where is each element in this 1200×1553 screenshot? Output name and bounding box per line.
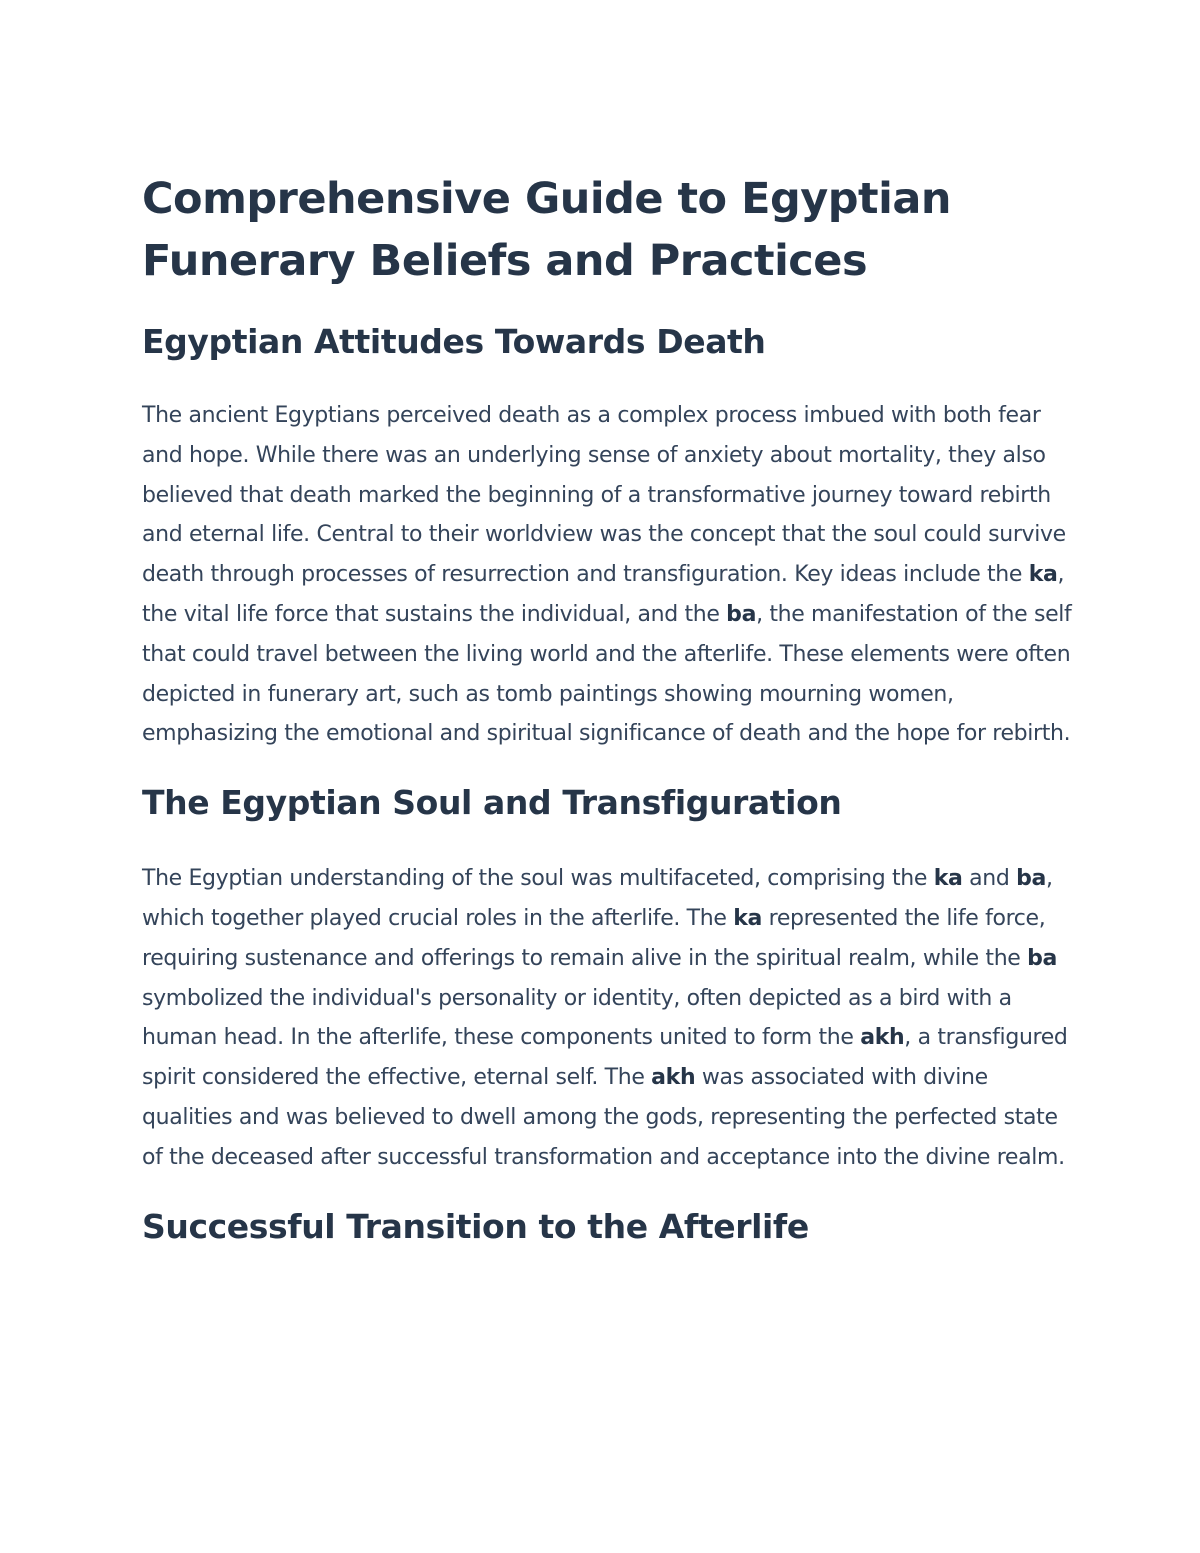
section-heading-soul-and-transfiguration: The Egyptian Soul and Transfiguration bbox=[142, 783, 842, 823]
section-heading-transition-to-afterlife: Successful Transition to the Afterlife bbox=[142, 1206, 809, 1246]
term-akh: akh bbox=[860, 1025, 905, 1051]
document-page bbox=[142, 168, 1072, 1249]
term-ba: ba bbox=[726, 601, 757, 627]
term-akh: akh bbox=[651, 1065, 696, 1091]
document-title: Comprehensive Guide to Egyptian Funerary Beliefs and Practices bbox=[142, 174, 951, 286]
term-ba: ba bbox=[1016, 866, 1047, 892]
term-ba: ba bbox=[1027, 945, 1058, 971]
term-ka: ka bbox=[1028, 562, 1058, 588]
section-paragraph-soul-and-transfiguration: The Egyptian understanding of the soul was multifaceted, comprising the ka and ba, which together played crucial roles in the afterlife. The ka represented the life force, requiring sustenance and offerings to remain alive in the spiritual realm, while the ba symbolized the individual's personality or identity, often depicted as a bird with a human head. In the afterlife, these components united to form the akh, a transfigured spirit considered the effective, eternal self. The akh was associated with divine qualities and was believed to dwell among the gods, representing the perfected state of the deceased after successful transformation and acceptance into the divine realm. bbox=[142, 866, 1068, 1170]
section-paragraph-attitudes-towards-death: The ancient Egyptians perceived death as a complex process imbued with both fear and hope. While there was an underlying sense of anxiety about mortality, they also believed that death marked the beginning of a transformative journey toward rebirth and eternal life. Central to their worldview was the concept that the soul could survive death through processes of resurrection and transfiguration. Key ideas include the ka, the vital life force that sustains the individual, and the ba, the manifestation of the self that could travel between the living world and the afterlife. These elements were often depicted in funerary art, such as tomb paintings showing mourning women, emphasizing the emotional and spiritual significance of death and the hope for rebirth. bbox=[142, 403, 1072, 747]
section-heading-attitudes-towards-death: Egyptian Attitudes Towards Death bbox=[142, 322, 766, 361]
term-ka: ka bbox=[733, 905, 762, 931]
term-ka: ka bbox=[933, 866, 963, 892]
